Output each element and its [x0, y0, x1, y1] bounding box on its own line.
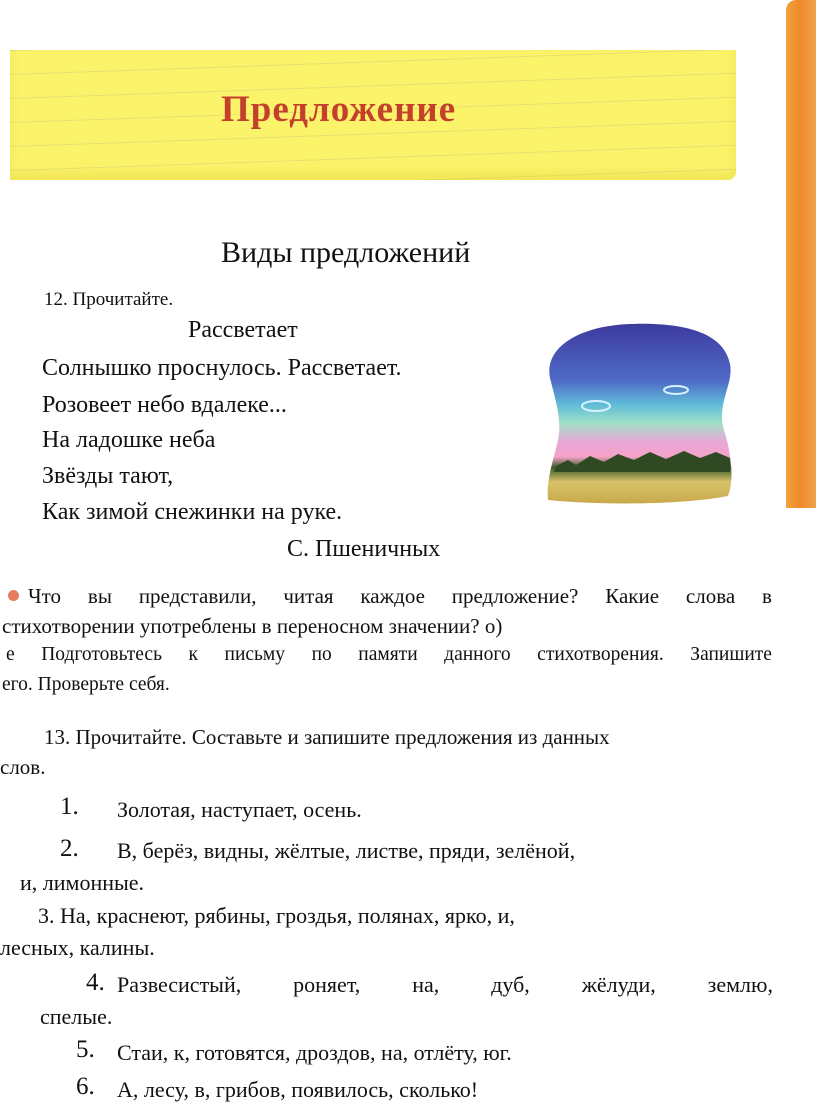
question-1-line2: стихотворении употреблены в переносном значении? о): [2, 614, 503, 638]
poem-line: Розовеет небо вдалеке...: [42, 392, 287, 418]
bullet-icon: [8, 590, 19, 601]
question-2-line1: е Подготовьтесь к письму по памяти данного стихотворения. Запишите: [6, 644, 772, 665]
task13-item-cont: лесных, калины.: [0, 935, 155, 960]
item-number: 1.: [60, 793, 79, 820]
task13-item: 3. На, краснеют, рябины, гроздья, полянах, ярко, и,: [38, 903, 515, 928]
chapter-title: Предложение: [221, 89, 457, 130]
poem-line: Солнышко проснулось. Рассветает.: [42, 355, 402, 381]
question-2-line2: его. Проверьте себя.: [2, 674, 170, 695]
task13-label: 13. Прочитайте. Составьте и запишите предложения из данных: [44, 725, 610, 749]
page-edge-strip: [786, 0, 816, 508]
task13-item-cont: и, лимонные.: [20, 870, 145, 895]
task13-item-cont: спелые.: [40, 1004, 113, 1029]
question-1-line1: Что вы представили, читая каждое предложение? Какие слова в: [28, 584, 772, 608]
item-number: 5.: [76, 1036, 95, 1063]
section-heading: Виды предложений: [221, 236, 471, 269]
task13-label-cont: слов.: [0, 755, 46, 779]
poem-line: Как зимой снежинки на руке.: [42, 499, 343, 525]
task13-item: Стаи, к, готовятся, дроздов, на, отлёту, юг.: [117, 1040, 512, 1065]
item-number: 4.: [86, 969, 105, 996]
poem-author: С. Пшеничных: [287, 536, 441, 562]
dawn-illustration: [538, 320, 736, 508]
task13-item: Развесистый, роняет, на, дуб, жёлуди, землю,: [117, 972, 773, 997]
task13-item: В, берёз, видны, жёлтые, листве, пряди, зелёной,: [117, 838, 576, 863]
poem-title: Рассветает: [188, 317, 298, 343]
poem-line: Звёзды тают,: [42, 463, 174, 489]
poem-line: На ладошке неба: [42, 427, 216, 453]
item-number: 2.: [60, 835, 79, 862]
task12-label: 12. Прочитайте.: [44, 289, 174, 310]
task13-item: А, лесу, в, грибов, появилось, сколько!: [117, 1077, 479, 1102]
item-number: 6.: [76, 1073, 95, 1100]
task13-item: Золотая, наступает, осень.: [117, 797, 362, 822]
